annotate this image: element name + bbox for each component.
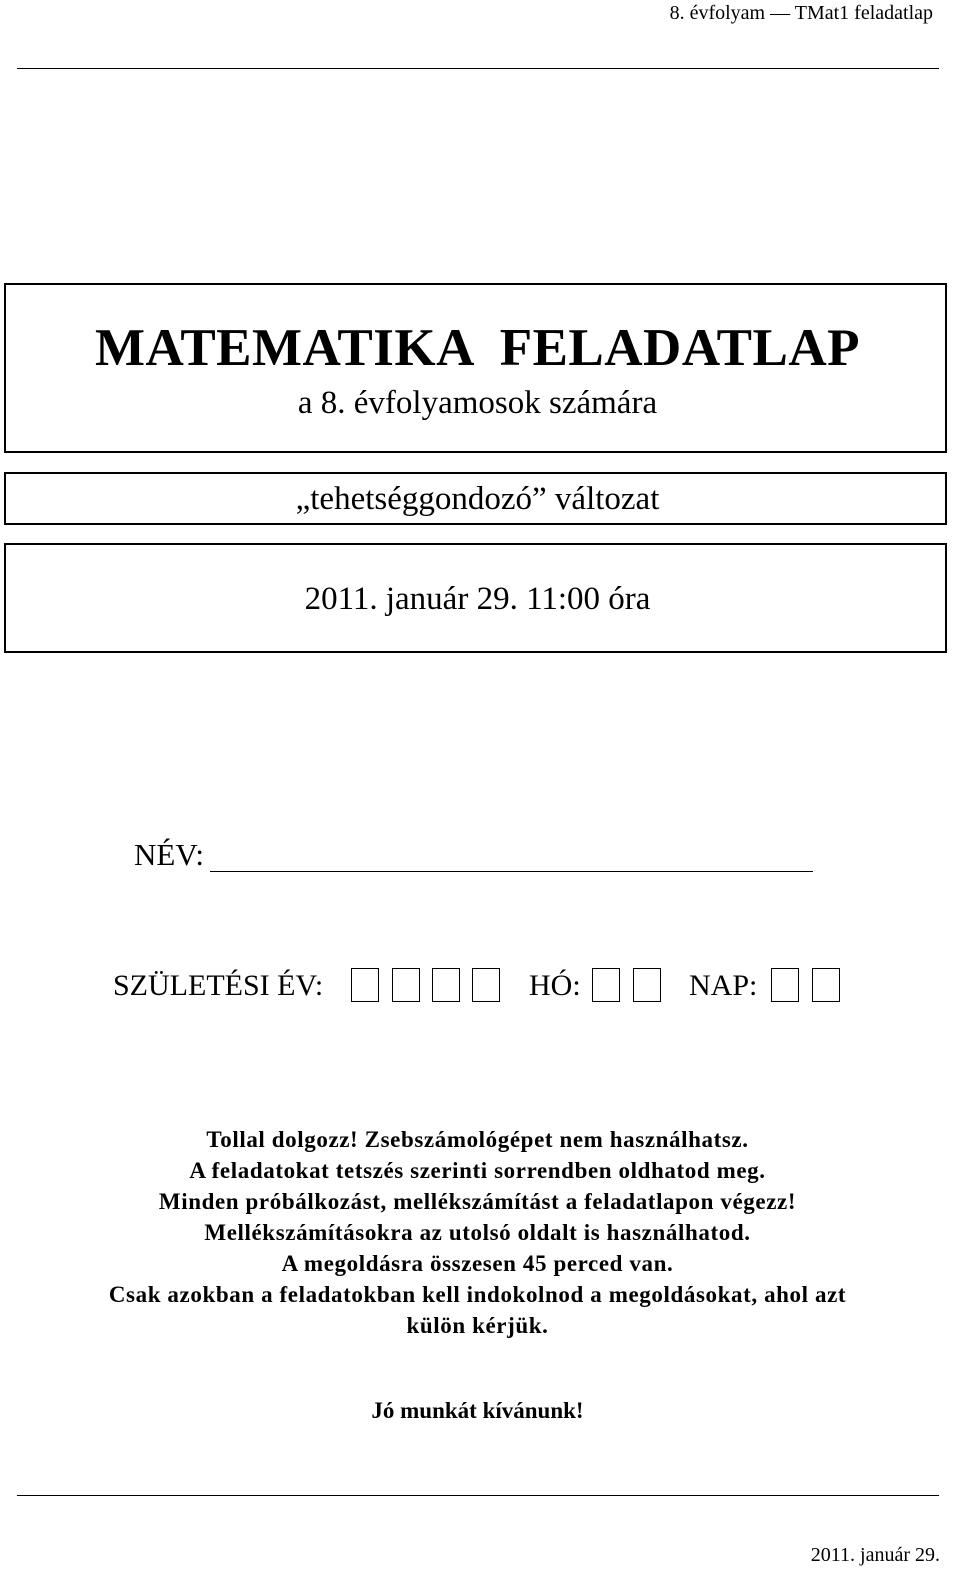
month-label: HÓ:	[529, 969, 581, 1002]
instruction-line: Mellékszámításokra az utolsó oldalt is használhatod.	[204, 1220, 751, 1245]
instructions	[0, 1124, 955, 1341]
birth-year-digit-box[interactable]	[432, 968, 460, 1002]
instruction-line: A feladatokat tetszés szerinti sorrendben oldhatod meg.	[189, 1158, 766, 1183]
closing-message: Jó munkát kívánunk!	[371, 1398, 584, 1423]
instruction-line: Minden próbálkozást, mellékszámítást a feladatlapon végezz!	[158, 1189, 797, 1214]
name-label: NÉV:	[134, 837, 205, 872]
header-divider	[17, 68, 939, 69]
document-subtitle: a 8. évfolyamosok számára	[297, 385, 658, 421]
month-digit-box[interactable]	[592, 968, 620, 1002]
instruction-line: Csak azokban a feladatokban kell indokolnod a megoldásokat, ahol azt	[108, 1282, 847, 1307]
document-title: MATEMATIKA FELADATLAP	[94, 319, 861, 377]
day-digit-box[interactable]	[771, 968, 799, 1002]
footer-date: 2011. január 29.	[810, 1544, 940, 1566]
instruction-line: külön kérjük.	[406, 1313, 549, 1338]
month-digit-box[interactable]	[633, 968, 661, 1002]
birth-year-label: SZÜLETÉSI ÉV:	[113, 969, 324, 1002]
day-label: NAP:	[689, 969, 758, 1002]
exam-date-time: 2011. január 29. 11:00 óra	[304, 581, 651, 617]
footer-divider	[17, 1495, 939, 1496]
instruction-line: A megoldásra összesen 45 perced van.	[281, 1251, 674, 1276]
document-variant: „tehetséggondozó” változat	[295, 481, 660, 517]
birth-year-digit-box[interactable]	[472, 968, 500, 1002]
name-field[interactable]	[210, 871, 813, 872]
instruction-line: Tollal dolgozz! Zsebszámológépet nem használhatsz.	[206, 1127, 749, 1152]
day-digit-box[interactable]	[812, 968, 840, 1002]
birth-year-digit-box[interactable]	[392, 968, 420, 1002]
page-header: 8. évfolyam — TMat1 feladatlap	[669, 2, 933, 24]
birth-year-digit-box[interactable]	[351, 968, 379, 1002]
